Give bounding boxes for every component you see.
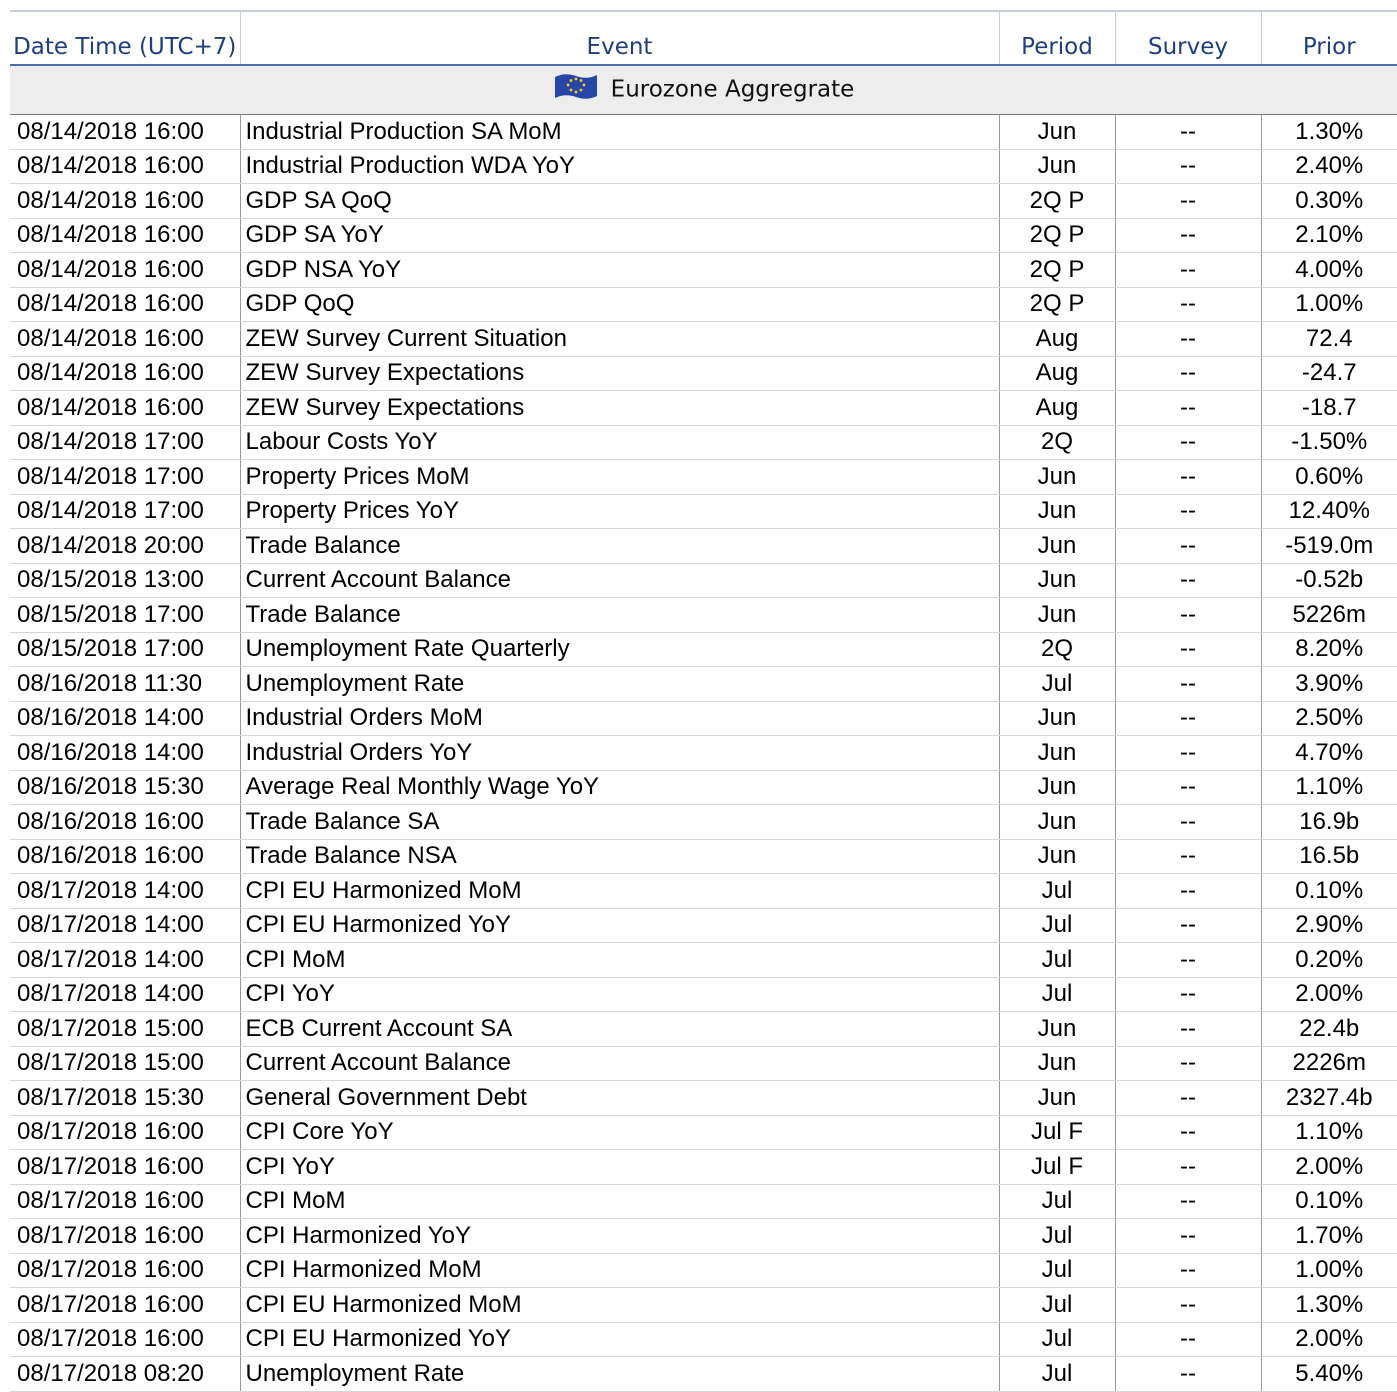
cell-event: ZEW Survey Current Situation (240, 322, 999, 357)
cell-survey: -- (1115, 529, 1261, 564)
cell-datetime: 08/14/2018 16:00 (10, 391, 240, 426)
table-row[interactable] (10, 1012, 1397, 1047)
cell-prior: 5.40% (1261, 1357, 1397, 1392)
cell-prior: 1.70% (1261, 1219, 1397, 1254)
cell-datetime: 08/17/2018 16:00 (10, 1150, 240, 1185)
table-row[interactable] (10, 184, 1397, 219)
cell-prior: 2.40% (1261, 149, 1397, 184)
cell-survey: -- (1115, 425, 1261, 460)
cell-datetime: 08/16/2018 11:30 (10, 667, 240, 702)
cell-event: Property Prices YoY (240, 494, 999, 529)
cell-survey: -- (1115, 1357, 1261, 1392)
cell-prior: 0.10% (1261, 874, 1397, 909)
cell-event: General Government Debt (240, 1081, 999, 1116)
cell-survey: -- (1115, 391, 1261, 426)
col-header-period[interactable]: Period (999, 11, 1115, 65)
cell-survey: -- (1115, 839, 1261, 874)
cell-survey: -- (1115, 563, 1261, 598)
cell-prior: -0.52b (1261, 563, 1397, 598)
cell-prior: 2.50% (1261, 701, 1397, 736)
cell-period: 2Q P (999, 253, 1115, 288)
cell-survey: -- (1115, 115, 1261, 150)
cell-survey: -- (1115, 1012, 1261, 1047)
cell-survey: -- (1115, 1253, 1261, 1288)
cell-datetime: 08/17/2018 14:00 (10, 943, 240, 978)
cell-prior: 2327.4b (1261, 1081, 1397, 1116)
cell-survey: -- (1115, 494, 1261, 529)
table-row[interactable] (10, 1322, 1397, 1357)
cell-event: Industrial Orders YoY (240, 736, 999, 771)
table-row[interactable] (10, 218, 1397, 253)
table-row[interactable] (10, 1046, 1397, 1081)
cell-datetime: 08/16/2018 15:30 (10, 770, 240, 805)
cell-prior: 1.00% (1261, 287, 1397, 322)
cell-survey: -- (1115, 1219, 1261, 1254)
table-row[interactable] (10, 908, 1397, 943)
cell-period: Jun (999, 149, 1115, 184)
table-row[interactable] (10, 1184, 1397, 1219)
cell-period: Jun (999, 770, 1115, 805)
cell-event: Labour Costs YoY (240, 425, 999, 460)
cell-period: Jul (999, 1357, 1115, 1392)
cell-survey: -- (1115, 943, 1261, 978)
cell-prior: 5226m (1261, 598, 1397, 633)
table-row[interactable] (10, 1288, 1397, 1323)
table-row[interactable] (10, 770, 1397, 805)
cell-datetime: 08/14/2018 17:00 (10, 460, 240, 495)
cell-period: Aug (999, 391, 1115, 426)
cell-prior: 4.00% (1261, 253, 1397, 288)
cell-event: Industrial Orders MoM (240, 701, 999, 736)
cell-prior: 16.5b (1261, 839, 1397, 874)
cell-survey: -- (1115, 874, 1261, 909)
cell-datetime: 08/14/2018 16:00 (10, 356, 240, 391)
cell-survey: -- (1115, 1322, 1261, 1357)
cell-datetime: 08/16/2018 16:00 (10, 839, 240, 874)
cell-datetime: 08/14/2018 16:00 (10, 253, 240, 288)
cell-prior: 2.10% (1261, 218, 1397, 253)
cell-period: Jun (999, 1012, 1115, 1047)
col-header-prior[interactable]: Prior (1261, 11, 1397, 65)
col-header-datetime[interactable]: Date Time (UTC+7) (10, 11, 240, 65)
cell-datetime: 08/15/2018 17:00 (10, 598, 240, 633)
table-row[interactable] (10, 391, 1397, 426)
cell-datetime: 08/16/2018 14:00 (10, 701, 240, 736)
cell-prior: -1.50% (1261, 425, 1397, 460)
cell-survey: -- (1115, 1115, 1261, 1150)
cell-event: GDP NSA YoY (240, 253, 999, 288)
cell-period: Jul (999, 1184, 1115, 1219)
cell-event: Trade Balance (240, 529, 999, 564)
event-rows (10, 115, 1397, 1392)
cell-prior: 2226m (1261, 1046, 1397, 1081)
cell-survey: -- (1115, 770, 1261, 805)
cell-period: Jun (999, 460, 1115, 495)
eu-flag-icon (553, 71, 599, 101)
cell-datetime: 08/14/2018 16:00 (10, 115, 240, 150)
cell-prior: 4.70% (1261, 736, 1397, 771)
cell-period: Jul (999, 943, 1115, 978)
cell-survey: -- (1115, 1184, 1261, 1219)
table-row[interactable] (10, 253, 1397, 288)
cell-event: Unemployment Rate (240, 1357, 999, 1392)
cell-prior: 0.30% (1261, 184, 1397, 219)
cell-event: Average Real Monthly Wage YoY (240, 770, 999, 805)
cell-datetime: 08/17/2018 08:20 (10, 1357, 240, 1392)
cell-datetime: 08/17/2018 16:00 (10, 1219, 240, 1254)
cell-period: Aug (999, 356, 1115, 391)
cell-prior: 0.60% (1261, 460, 1397, 495)
cell-survey: -- (1115, 667, 1261, 702)
cell-period: Jul (999, 908, 1115, 943)
table-row[interactable] (10, 805, 1397, 840)
table-row[interactable] (10, 736, 1397, 771)
cell-survey: -- (1115, 977, 1261, 1012)
cell-survey: -- (1115, 253, 1261, 288)
cell-event: GDP SA YoY (240, 218, 999, 253)
cell-datetime: 08/17/2018 15:00 (10, 1046, 240, 1081)
cell-datetime: 08/14/2018 16:00 (10, 184, 240, 219)
calendar-table (10, 10, 1397, 1392)
cell-event: GDP SA QoQ (240, 184, 999, 219)
cell-event: CPI EU Harmonized MoM (240, 874, 999, 909)
cell-event: Trade Balance SA (240, 805, 999, 840)
cell-survey: -- (1115, 1150, 1261, 1185)
table-row[interactable] (10, 1253, 1397, 1288)
cell-period: Jul (999, 1219, 1115, 1254)
cell-period: 2Q P (999, 218, 1115, 253)
cell-prior: 1.10% (1261, 1115, 1397, 1150)
cell-prior: 72.4 (1261, 322, 1397, 357)
cell-event: CPI EU Harmonized YoY (240, 1322, 999, 1357)
cell-event: Current Account Balance (240, 1046, 999, 1081)
cell-survey: -- (1115, 184, 1261, 219)
cell-period: Jul (999, 1322, 1115, 1357)
cell-datetime: 08/14/2018 20:00 (10, 529, 240, 564)
cell-prior: 2.90% (1261, 908, 1397, 943)
cell-datetime: 08/17/2018 16:00 (10, 1253, 240, 1288)
cell-event: CPI MoM (240, 1184, 999, 1219)
cell-survey: -- (1115, 287, 1261, 322)
cell-datetime: 08/17/2018 16:00 (10, 1288, 240, 1323)
cell-period: Jun (999, 736, 1115, 771)
cell-period: Jun (999, 701, 1115, 736)
cell-prior: -519.0m (1261, 529, 1397, 564)
economic-calendar (10, 10, 1397, 1392)
cell-datetime: 08/16/2018 16:00 (10, 805, 240, 840)
cell-datetime: 08/17/2018 16:00 (10, 1184, 240, 1219)
cell-prior: 1.00% (1261, 1253, 1397, 1288)
cell-prior: -18.7 (1261, 391, 1397, 426)
table-row[interactable] (10, 701, 1397, 736)
cell-datetime: 08/14/2018 17:00 (10, 494, 240, 529)
cell-datetime: 08/17/2018 16:00 (10, 1115, 240, 1150)
cell-event: CPI EU Harmonized MoM (240, 1288, 999, 1323)
cell-period: Jun (999, 115, 1115, 150)
cell-prior: -24.7 (1261, 356, 1397, 391)
table-row[interactable] (10, 356, 1397, 391)
cell-survey: -- (1115, 805, 1261, 840)
table-row[interactable] (10, 563, 1397, 598)
cell-prior: 1.30% (1261, 115, 1397, 150)
table-row[interactable] (10, 874, 1397, 909)
cell-event: Property Prices MoM (240, 460, 999, 495)
table-row[interactable] (10, 1081, 1397, 1116)
cell-datetime: 08/14/2018 16:00 (10, 287, 240, 322)
cell-period: 2Q P (999, 287, 1115, 322)
cell-event: CPI YoY (240, 977, 999, 1012)
table-row[interactable] (10, 425, 1397, 460)
cell-survey: -- (1115, 149, 1261, 184)
cell-event: CPI Harmonized YoY (240, 1219, 999, 1254)
cell-survey: -- (1115, 736, 1261, 771)
cell-event: GDP QoQ (240, 287, 999, 322)
cell-event: CPI YoY (240, 1150, 999, 1185)
table-row[interactable] (10, 460, 1397, 495)
cell-event: Unemployment Rate (240, 667, 999, 702)
cell-event: Trade Balance NSA (240, 839, 999, 874)
cell-prior: 0.20% (1261, 943, 1397, 978)
cell-datetime: 08/17/2018 15:30 (10, 1081, 240, 1116)
cell-period: Jun (999, 598, 1115, 633)
cell-datetime: 08/15/2018 17:00 (10, 632, 240, 667)
cell-prior: 1.30% (1261, 1288, 1397, 1323)
cell-period: Jul (999, 1288, 1115, 1323)
cell-period: 2Q P (999, 184, 1115, 219)
cell-survey: -- (1115, 1046, 1261, 1081)
cell-datetime: 08/17/2018 15:00 (10, 1012, 240, 1047)
cell-prior: 16.9b (1261, 805, 1397, 840)
cell-period: Jun (999, 805, 1115, 840)
cell-event: ZEW Survey Expectations (240, 356, 999, 391)
cell-event: Industrial Production SA MoM (240, 115, 999, 150)
col-header-survey[interactable]: Survey (1115, 11, 1261, 65)
table-row[interactable] (10, 287, 1397, 322)
cell-event: Current Account Balance (240, 563, 999, 598)
table-row[interactable] (10, 115, 1397, 150)
group-row (10, 65, 1397, 115)
cell-datetime: 08/14/2018 16:00 (10, 149, 240, 184)
col-header-event[interactable]: Event (240, 11, 999, 65)
table-row[interactable] (10, 529, 1397, 564)
table-row[interactable] (10, 632, 1397, 667)
cell-prior: 1.10% (1261, 770, 1397, 805)
cell-period: Jun (999, 1046, 1115, 1081)
table-row[interactable] (10, 1357, 1397, 1392)
cell-event: Unemployment Rate Quarterly (240, 632, 999, 667)
table-row[interactable] (10, 667, 1397, 702)
cell-survey: -- (1115, 218, 1261, 253)
cell-survey: -- (1115, 1081, 1261, 1116)
table-row[interactable] (10, 839, 1397, 874)
cell-prior: 2.00% (1261, 1322, 1397, 1357)
cell-survey: -- (1115, 460, 1261, 495)
table-row[interactable] (10, 943, 1397, 978)
cell-period: Jun (999, 1081, 1115, 1116)
cell-survey: -- (1115, 632, 1261, 667)
group-cell (10, 65, 1397, 115)
cell-event: CPI Harmonized MoM (240, 1253, 999, 1288)
cell-datetime: 08/17/2018 14:00 (10, 908, 240, 943)
cell-datetime: 08/14/2018 17:00 (10, 425, 240, 460)
cell-period: Jul F (999, 1150, 1115, 1185)
table-row[interactable] (10, 977, 1397, 1012)
table-row[interactable] (10, 322, 1397, 357)
cell-prior: 3.90% (1261, 667, 1397, 702)
cell-period: Jun (999, 529, 1115, 564)
cell-prior: 0.10% (1261, 1184, 1397, 1219)
cell-period: Jul (999, 977, 1115, 1012)
cell-period: Jul (999, 874, 1115, 909)
cell-period: Jun (999, 839, 1115, 874)
cell-prior: 22.4b (1261, 1012, 1397, 1047)
cell-prior: 12.40% (1261, 494, 1397, 529)
cell-datetime: 08/17/2018 14:00 (10, 977, 240, 1012)
cell-period: Jun (999, 494, 1115, 529)
cell-datetime: 08/17/2018 16:00 (10, 1322, 240, 1357)
cell-survey: -- (1115, 356, 1261, 391)
table-row[interactable] (10, 1115, 1397, 1150)
cell-prior: 8.20% (1261, 632, 1397, 667)
cell-survey: -- (1115, 598, 1261, 633)
cell-survey: -- (1115, 322, 1261, 357)
cell-event: CPI EU Harmonized YoY (240, 908, 999, 943)
table-row[interactable] (10, 149, 1397, 184)
cell-event: Industrial Production WDA YoY (240, 149, 999, 184)
cell-prior: 2.00% (1261, 977, 1397, 1012)
cell-period: 2Q (999, 632, 1115, 667)
cell-period: 2Q (999, 425, 1115, 460)
cell-event: CPI Core YoY (240, 1115, 999, 1150)
cell-event: CPI MoM (240, 943, 999, 978)
table-row[interactable] (10, 1150, 1397, 1185)
cell-period: Aug (999, 322, 1115, 357)
cell-period: Jun (999, 563, 1115, 598)
header-row (10, 11, 1397, 65)
cell-period: Jul F (999, 1115, 1115, 1150)
cell-datetime: 08/15/2018 13:00 (10, 563, 240, 598)
cell-event: Trade Balance (240, 598, 999, 633)
cell-prior: 2.00% (1261, 1150, 1397, 1185)
cell-datetime: 08/16/2018 14:00 (10, 736, 240, 771)
cell-survey: -- (1115, 701, 1261, 736)
cell-period: Jul (999, 667, 1115, 702)
cell-survey: -- (1115, 908, 1261, 943)
table-row[interactable] (10, 598, 1397, 633)
cell-event: ECB Current Account SA (240, 1012, 999, 1047)
table-row[interactable] (10, 494, 1397, 529)
table-row[interactable] (10, 1219, 1397, 1254)
cell-period: Jul (999, 1253, 1115, 1288)
cell-datetime: 08/14/2018 16:00 (10, 218, 240, 253)
cell-event: ZEW Survey Expectations (240, 391, 999, 426)
cell-datetime: 08/14/2018 16:00 (10, 322, 240, 357)
cell-datetime: 08/17/2018 14:00 (10, 874, 240, 909)
cell-survey: -- (1115, 1288, 1261, 1323)
group-label: Eurozone Aggregrate (610, 76, 855, 103)
